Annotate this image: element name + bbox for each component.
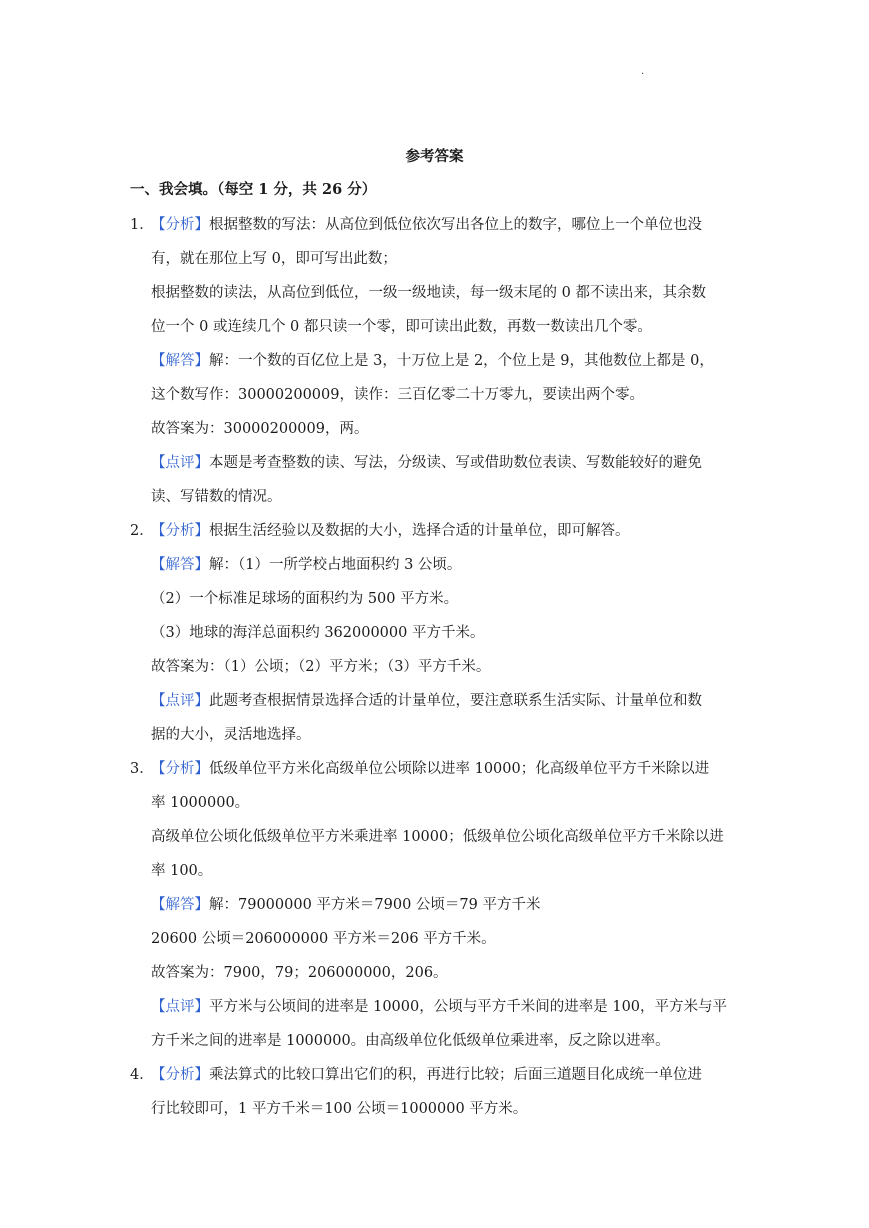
- line-text: 解：79000000 平方米＝7900 公顷＝79 平方千米: [209, 897, 541, 913]
- line-text: 解：（1）一所学校占地面积约 3 公顷。: [209, 557, 462, 573]
- text-line: [151, 418, 368, 440]
- section-tag: 【分析】: [151, 523, 209, 539]
- section-tag: 【解答】: [151, 557, 209, 573]
- line-text: 解：一个数的百亿位上是 3，十万位上是 2，个位上是 9，其他数位上都是 0，: [209, 353, 714, 369]
- text-line: [151, 860, 212, 882]
- line-text: 乘法算式的比较口算出它们的积，再进行比较；后面三道题目化成统一单位进: [209, 1067, 702, 1083]
- text-line: [151, 384, 644, 406]
- line-text: 平方米与公顷间的进率是 10000，公顷与平方千米间的进率是 100，平方米与平: [209, 999, 728, 1015]
- text-line: [151, 1030, 670, 1052]
- section-tag: 【分析】: [151, 761, 209, 777]
- text-line: [151, 656, 490, 678]
- section-tag: 【分析】: [151, 217, 209, 233]
- line-text: 据的大小，灵活地选择。: [151, 727, 311, 743]
- text-line: [151, 554, 461, 576]
- line-text: 20600 公顷＝206000000 平方米＝206 平方千米。: [151, 931, 496, 947]
- line-text: 方千米之间的进率是 1000000。由高级单位化低级单位乘进率，反之除以进率。: [151, 1033, 670, 1049]
- section-tag: 【点评】: [151, 999, 209, 1015]
- item-number: 4．: [130, 1067, 154, 1083]
- line-text: 根据生活经验以及数据的大小，选择合适的计量单位，即可解答。: [209, 523, 630, 539]
- section-tag: 【解答】: [151, 353, 209, 369]
- text-line: [151, 282, 706, 304]
- section-tag: 【分析】: [151, 1067, 209, 1083]
- text-line: [151, 1064, 702, 1086]
- line-text: 根据整数的写法：从高位到低位依次写出各位上的数字，哪位上一个单位也没: [209, 217, 702, 233]
- line-text: 高级单位公顷化低级单位平方米乘进率 10000；低级单位公顷化高级单位平方千米除以进: [151, 829, 724, 845]
- text-line: [151, 486, 282, 508]
- text-line: [151, 724, 311, 746]
- section-heading: 一、我会填。（每空 1 分，共 26 分）: [130, 181, 377, 198]
- text-line: [151, 520, 630, 542]
- line-text: （3）地球的海洋总面积约 362000000 平方千米。: [151, 625, 485, 641]
- line-text: 故答案为：7900，79；206000000，206。: [151, 965, 448, 981]
- text-line: [151, 350, 714, 372]
- item-number: 1．: [130, 217, 154, 233]
- text-line: [151, 792, 249, 814]
- item-number: 2．: [130, 523, 154, 539]
- page-title: 参考答案: [405, 148, 464, 165]
- text-line: [151, 826, 724, 848]
- line-text: 这个数写作：30000200009，读作：三百亿零二十万零九，要读出两个零。: [151, 387, 644, 403]
- text-line: [151, 894, 540, 916]
- line-text: 故答案为：（1）公顷；（2）平方米；（3）平方千米。: [151, 659, 491, 675]
- text-line: [151, 996, 727, 1018]
- line-text: 率 100。: [151, 863, 213, 879]
- text-line: [151, 622, 484, 644]
- line-text: 位一个 0 或连续几个 0 都只读一个零，即可读出此数，再数一数读出几个零。: [151, 319, 652, 335]
- section-tag: 【解答】: [151, 897, 209, 913]
- text-line: [151, 316, 652, 338]
- section-tag: 【点评】: [151, 693, 209, 709]
- line-text: 此题考查根据情景选择合适的计量单位，要注意联系生活实际、计量单位和数: [209, 693, 702, 709]
- line-text: 低级单位平方米化高级单位公顷除以进率 10000；化高级单位平方千米除以进: [209, 761, 710, 777]
- line-text: 有，就在那位上写 0，即可写出此数；: [151, 251, 397, 267]
- text-line: [151, 452, 702, 474]
- text-line: [151, 214, 702, 236]
- line-text: 故答案为：30000200009，两。: [151, 421, 369, 437]
- line-text: 根据整数的读法，从高位到低位，一级一级地读，每一级末尾的 0 都不读出来，其余数: [151, 285, 706, 301]
- text-line: [151, 1098, 527, 1120]
- line-text: （2）一个标准足球场的面积约为 500 平方米。: [151, 591, 459, 607]
- line-text: 行比较即可，1 平方千米＝100 公顷＝1000000 平方米。: [151, 1101, 528, 1117]
- line-text: 本题是考查整数的读、写法，分级读、写或借助数位表读、写数能较好的避免: [209, 455, 702, 471]
- line-text: 率 1000000。: [151, 795, 250, 811]
- text-line: [151, 928, 496, 950]
- text-line: [151, 588, 458, 610]
- text-line: [151, 962, 448, 984]
- text-line: [151, 758, 709, 780]
- corner-mark: .: [641, 66, 645, 77]
- text-line: [151, 248, 397, 270]
- section-tag: 【点评】: [151, 455, 209, 471]
- item-number: 3．: [130, 761, 154, 777]
- text-line: [151, 690, 702, 712]
- line-text: 读、写错数的情况。: [151, 489, 282, 505]
